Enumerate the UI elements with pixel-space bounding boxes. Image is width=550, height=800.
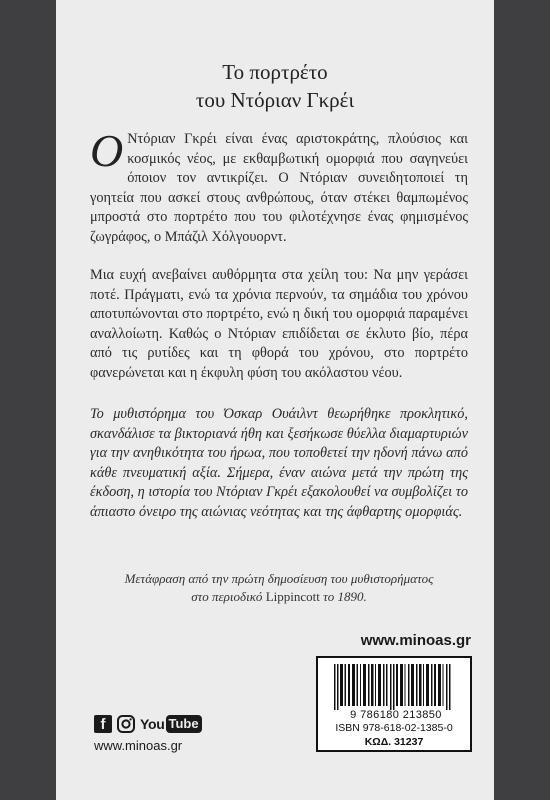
youtube-tube: Tube	[166, 715, 202, 733]
instagram-icon[interactable]	[117, 715, 135, 733]
synopsis-paragraph-3: Το μυθιστόρημα του Όσκαρ Ουάιλντ θεωρήθηκε προκλητικό, σκανδάλισε τα βικτοριανά ήθη και ξεσήκωσε θύελλα διαμαρτυριών για την ανηθικότητα του ήρωα, που τοποθετεί την ηδονή πάνω από κάθε πνευματική αξία. Σήμερα, έναν αιώνα μετά την πρώτη της έκδοση, η ιστορία του Ντόριαν Γκρέι εξακολουθεί να συμβολίζει το άπιαστο όνειρο της αιώνιας νεότητας και της άφθαρτης ομορφιάς.	[90, 406, 468, 520]
note-part-c: το 1890.	[319, 589, 367, 604]
publisher-url-right[interactable]: www.minoas.gr	[360, 632, 471, 649]
barcode-box	[316, 656, 472, 752]
book-title	[56, 58, 494, 114]
translation-note	[90, 570, 468, 606]
isbn: ISBN 978-618-02-1385-0	[335, 722, 453, 734]
translation-note-line-2	[90, 588, 468, 606]
synopsis-paragraph-1-text: Ντόριαν Γκρέι είναι ένας αριστοκράτης, πλούσιος και κοσμικός νέος, με εκθαμβωτική ομορφιά που σαγηνεύει όποιον τον αντικρίζει. Ο Ντόριαν συνειδητοποιεί τη γοητεία που ασκεί στους ανθρώπους, όταν στέκει θαμπωμένος μπροστά στο πορτρέτο που του φιλοτέχνησε ένας φημισμένος ζωγράφος, ο Μπάζιλ Χόλγουορντ.	[90, 131, 468, 245]
barcode-number: 9 786180 213850	[350, 709, 442, 721]
publisher-url-left[interactable]: www.minoas.gr	[94, 738, 183, 753]
title-line-1: Το πορτρέτο	[222, 60, 328, 84]
title-line-2: του Ντόριαν Γκρέι	[195, 88, 355, 112]
youtube-you: You	[140, 716, 165, 732]
social-icons	[94, 714, 202, 734]
translation-note-line-1: Μετάφραση από την πρώτη δημοσίευση του μυθιστορήματος	[124, 571, 434, 586]
barcode-icon	[334, 664, 454, 710]
product-code: ΚΩΔ. 31237	[364, 736, 424, 748]
youtube-icon[interactable]	[140, 716, 165, 732]
drop-cap: Ο	[90, 125, 124, 176]
note-magazine: Lippincott	[265, 589, 320, 604]
spine-left	[0, 0, 56, 800]
synopsis-paragraph-2: Μια ευχή ανεβαίνει αυθόρμητα στα χείλη του: Να μην γεράσει ποτέ. Πράγματι, ενώ τα χρόνια περνούν, τα σημάδια του χρόνου αποτυπώνονται στο πορτρέτο, ενώ η δική του ομορφιά παραμένει αναλλοίωτη. Καθώς ο Ντόριαν επιδίδεται σε έκλυτο βίο, πέρα από τις ρυτίδες και τη φθορά του χρόνου, στο πορτρέτο φανερώνεται και η έκφυλη φύση του ακόλαστου νέου.	[90, 267, 468, 381]
back-cover	[56, 0, 494, 800]
spine-right	[494, 0, 550, 800]
note-part-a: στο περιοδικό	[191, 589, 266, 604]
facebook-icon[interactable]: f	[94, 715, 112, 733]
synopsis-paragraph-1	[90, 125, 468, 248]
